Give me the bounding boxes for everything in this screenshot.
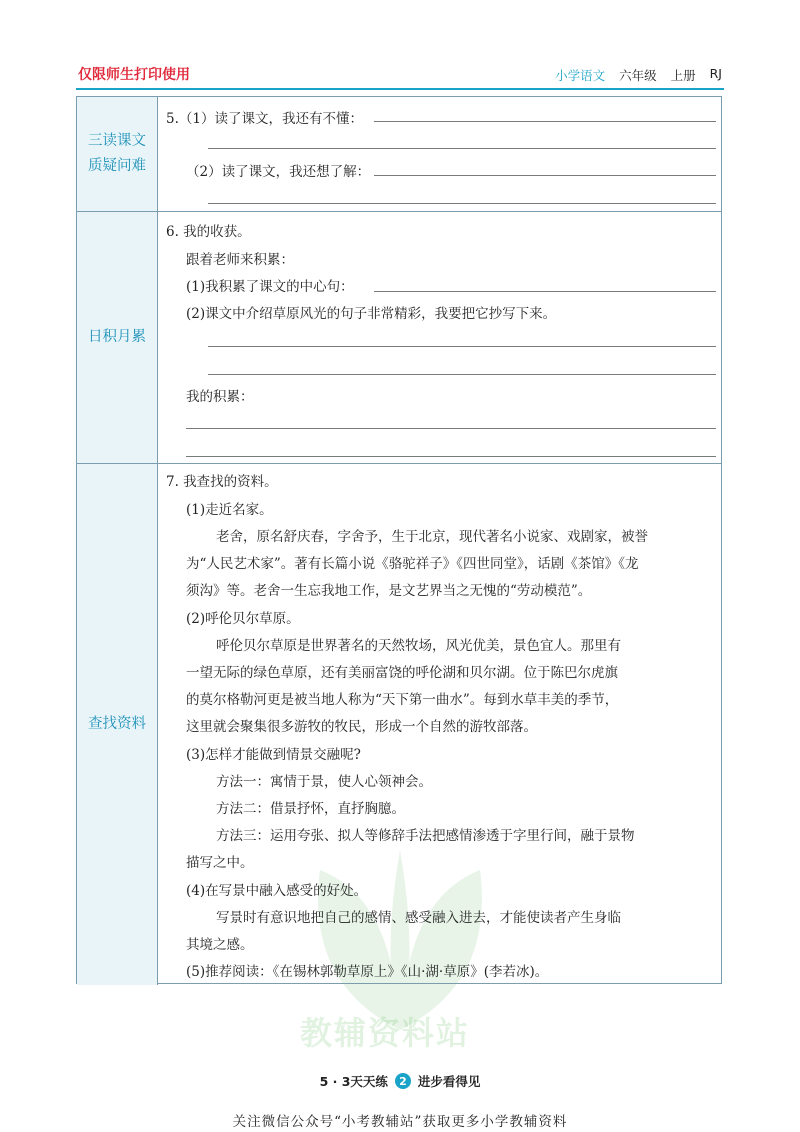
answer-line[interactable] — [208, 203, 716, 204]
question-7-title: 7. 我查找的资料。 — [166, 474, 278, 490]
paragraph-line: 须沟》等。老舍一生忘我地工作，是文艺界当之无愧的“劳动模范”。 — [186, 583, 592, 599]
answer-line[interactable] — [208, 374, 716, 375]
section-accumulation — [77, 211, 721, 463]
paragraph-line: 一望无际的绿色草原，还有美丽富饶的呼伦湖和贝尔湖。位于陈巴尔虎旗 — [186, 665, 618, 681]
section-label-text: 日积月累 — [88, 329, 146, 345]
footer-suffix: 进步看得见 — [417, 1074, 481, 1089]
question-6-1: (1)我积累了课文的中心句： — [186, 279, 354, 295]
answer-line[interactable] — [374, 175, 716, 176]
topic-heading: (4)在写景中融入感受的好处。 — [186, 883, 368, 899]
answer-line[interactable] — [374, 291, 716, 292]
edition-label: RJ — [709, 66, 722, 81]
watermark-text: 教辅资料站 — [300, 1014, 471, 1052]
section-label-text: 查找资料 — [88, 716, 146, 732]
section-label-line2: 质疑问难 — [88, 158, 146, 174]
book-info — [555, 66, 722, 84]
topic-heading: (2)呼伦贝尔草原。 — [186, 611, 300, 627]
footer-badge: 2 — [395, 1073, 411, 1089]
paragraph-line: 其境之感。 — [186, 937, 254, 953]
footer-prefix: 5 · 3天天练 — [319, 1074, 388, 1089]
reading-recommendation: (5)推荐阅读：《在锡林郭勒草原上》《山·湖·草原》(李若冰)。 — [186, 964, 549, 980]
answer-line[interactable] — [374, 121, 716, 122]
paragraph-line: 的莫尔格勒河更是被当地人称为“天下第一曲水”。每到水草丰美的季节， — [186, 692, 619, 708]
section-question-reading — [77, 97, 721, 211]
page-footer — [0, 1072, 800, 1090]
header-rule — [76, 88, 724, 90]
question-5-2: （2）读了课文，我还想了解： — [186, 164, 371, 180]
answer-line[interactable] — [208, 148, 716, 149]
section-label-line1: 三读课文 — [88, 133, 146, 149]
method-line: 方法一：寓情于景，使人心领神会。 — [216, 774, 432, 790]
section-label — [77, 97, 158, 211]
worksheet-table — [76, 96, 722, 984]
method-line: 方法二：借景抒怀，直抒胸臆。 — [216, 801, 405, 817]
section-content — [158, 97, 721, 211]
paragraph-line: 这里就会聚集很多游牧的牧民，形成一个自然的游牧部落。 — [186, 719, 537, 735]
answer-line[interactable] — [208, 346, 716, 347]
wechat-note: 关注微信公众号“小考教辅站”获取更多小学教辅资料 — [232, 1114, 568, 1130]
method-line: 方法三：运用夸张、拟人等修辞手法把感情渗透于字里行间，融于景物 — [216, 828, 635, 844]
follow-teacher-text: 跟着老师来积累： — [186, 252, 294, 268]
question-6-title: 6. 我的收获。 — [166, 224, 251, 240]
section-content — [158, 464, 721, 985]
answer-line[interactable] — [186, 428, 716, 429]
question-6-2: (2)课文中介绍草原风光的句子非常精彩，我要把它抄写下来。 — [186, 306, 557, 322]
grade-label: 六年级 — [619, 68, 657, 83]
paragraph-line: 为“人民艺术家”。著有长篇小说《骆驼祥子》《四世同堂》，话剧《茶馆》《龙 — [186, 556, 639, 572]
section-label — [77, 464, 158, 985]
paragraph-line: 呼伦贝尔草原是世界著名的天然牧场，风光优美，景色宜人。那里有 — [216, 638, 621, 654]
print-notice: 仅限师生打印使用 — [78, 67, 190, 83]
topic-heading: (3)怎样才能做到情景交融呢? — [186, 747, 361, 763]
section-label — [77, 212, 158, 463]
section-research — [77, 463, 721, 985]
paragraph-line: 老舍，原名舒庆春，字舍予，生于北京，现代著名小说家、戏剧家，被誉 — [216, 529, 648, 545]
my-accumulation-label: 我的积累： — [186, 389, 254, 405]
section-content — [158, 212, 721, 463]
volume-label: 上册 — [670, 68, 696, 83]
answer-line[interactable] — [186, 456, 716, 457]
method-line: 描写之中。 — [186, 855, 254, 871]
question-5-1: 5.（1）读了课文，我还有不懂： — [166, 111, 363, 127]
subject-label: 小学语文 — [555, 68, 606, 83]
paragraph-line: 写景时有意识地把自己的感情、感受融入进去，才能使读者产生身临 — [216, 910, 621, 926]
topic-heading: (1)走近名家。 — [186, 502, 273, 518]
